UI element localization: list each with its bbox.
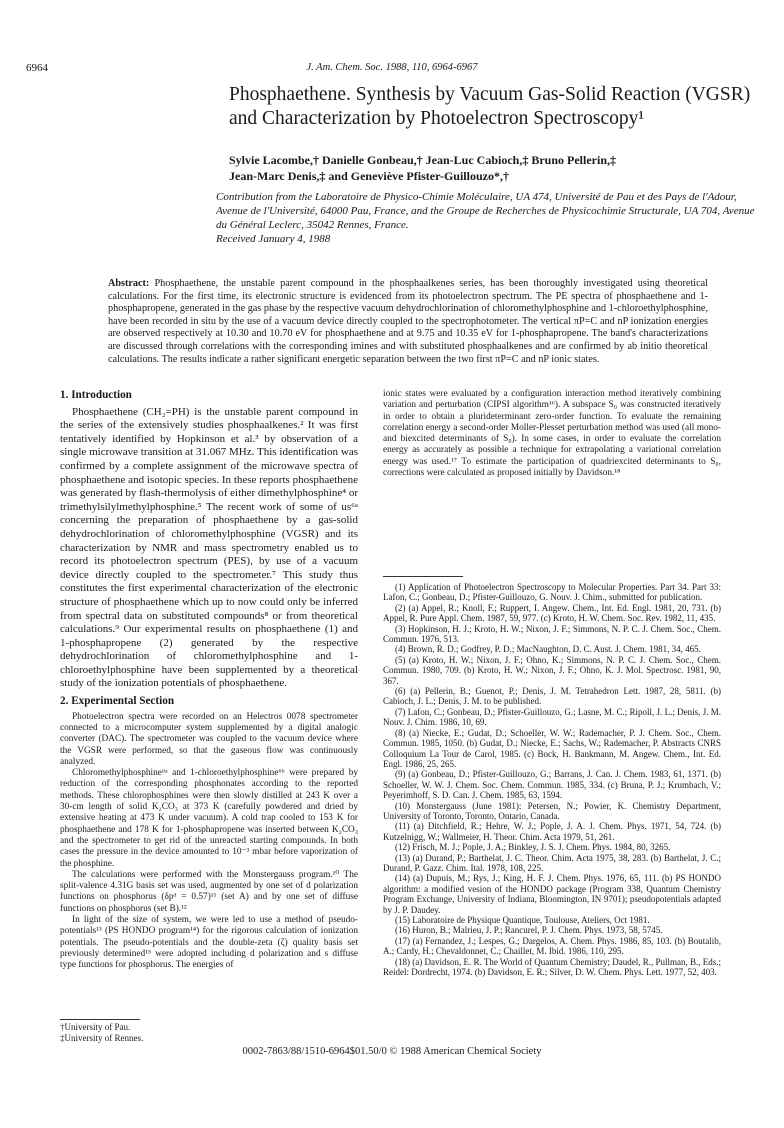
article-title: Phosphaethene. Synthesis by Vacuum Gas-Solid Reaction (VGSR) and Characterization by Photoelectron Spectroscopy¹ [229,84,751,129]
reference-item: (5) (a) Kroto, H. W.; Nixon, J. F.; Ohno, K.; Simmons, N. P. C. J. Chem. Soc., Chem. Commun. 1980, 709. (b) Kroto, H. W.; Nixon, J. F.; Ohno, K. J. Mol. Spectrosc. 1981, 90, 367. [383,654,721,686]
reference-item: (1) Application of Photoelectron Spectroscopy to Molecular Properties. Part 34. Part 33: Lafon, C.; Gonbeau, D.; Pfister-Guillouzo, G. Nouv. J. Chim., submitted for publication. [383,582,721,603]
introduction-heading: 1. Introduction [60,389,132,401]
journal-citation: J. Am. Chem. Soc. 1988, 110, 6964-6967 [306,62,478,73]
affiliation-text: Contribution from the Laboratoire de Physico-Chimie Moléculaire, UA 474, Université de Pau et des Pays de l'Adour, Avenue de l'Université, 64000 Pau, France, and the Groupe de Recherches de Physicochimie Structurale, UA 704, Avenue du Général Leclerc, 35042 Rennes, France. [216,191,755,231]
reference-list [383,582,721,977]
reference-item: (3) Hopkinson, H. J.; Kroto, H. W.; Nixon, J. F.; Simmons, N. P. C. J. Chem. Soc., Chem. Commun. 1976, 513. [383,623,721,645]
author-list [229,152,759,184]
reference-item: (7) Lafon, C.; Gonbeau, D.; Pfister-Guillouzo, G.; Lasne, M. C.; Ripoll, J. L.; Denis, J. M. Nouv. J. Chim. 1986, 10, 69. [383,706,721,728]
footnote-rennes: ‡University of Rennes. [60,1032,144,1043]
experimental-paragraph-4: In light of the size of system, we were led to use a method of pseudo-potentials¹³ (PS HONDO program¹⁴) for the rigorous calculation of ionization potentials. The pseudo-potentials and the double-zeta (ζ) quality basis set previously determined¹⁵ were adopted including d polarization and s diffuse type functions for phosphorus. The energies of [60,915,358,971]
page-number: 6964 [26,62,48,74]
affiliation [216,190,756,246]
references-divider [383,576,463,577]
left-column [60,389,358,971]
abstract-label: Abstract: [108,278,150,289]
received-date: Received January 4, 1988 [216,233,331,245]
copyright-line: 0002-7863/88/1510-6964$01.50/0 © 1988 American Chemical Society [242,1046,542,1057]
authors-line-1: Sylvie Lacombe,† Danielle Gonbeau,† Jean-Luc Cabioch,‡ Bruno Pellerin,‡ [229,153,617,167]
reference-item: (2) (a) Appel, R.; Knoll, F.; Ruppert, I. Angew. Chem., Int. Ed. Engl. 1981, 20, 731. (b) Appel, R. Pure Appl. Chem. 1987, 59, 977. (c) Kroto, H. W. Chem. Soc. Rev. 1982, 11, 435. [383,602,721,624]
reference-item: (9) (a) Gonbeau, D.; Pfister-Guillouzo, G.; Barrans, J. Can. J. Chem. 1983, 61, 1371. (b) Schoeller, W. W. J. Chem. Soc. Chem. Commun. 1985, 334. (c) Bruna, P. J.; Krumbach, V.; Peyerimhoff, S. D. Can. J. Chem. 1985, 63, 1594. [383,769,721,801]
footnote-divider [60,1019,140,1020]
introduction-paragraph: Phosphaethene (CH₂=PH) is the unstable parent compound in the series of the extensively studies phosphaalkenes.² It was first tentatively identified by Hopkinson et al.³ by observation of a single microwave transition at 31.067 MHz. This identification was confirmed by a complete assignment of the microwave spectra of phosphaethene and isotopic species. In these reports phosphaethene was generated by flash-thermolysis of either dimethylphosphine⁴ or trimethylsilylmethylphosphine.⁵ The recent work of some of us⁶ᵃ concerning the preparation of phosphaethene by a gas-solid dehydrochlorination of chloromethylphosphine (VGSR) and its characterization by NMR and mass spectrometry enabled us to record its photoelectron spectrum (PES), by use of a vacuum device directly coupled to the spectrometer.⁷ This study thus constitutes the first experimental characterization of the electronic structure of phosphaethene which up to now could only be inferred from spectral data on substituted compounds⁸ or from theoretical calculations.⁹ Our experimental results on phosphaethene (1) and 1-phosphapropene (2) generated by the respective dehydrochlorination of chloromethylphosphine and 1-chloroethylphosphine have been supplemented by a theoretical study of the ionization potentials of phosphaethene. [60,405,359,690]
reference-item: (11) (a) Ditchfield, R.; Hehre, W. J.; Pople, J. A. J. Chem. Phys. 1971, 54, 724. (b) Kutzelnigg, W.; Wallmeier, H. Theor. Chim. Acta 1979, 51, 261. [383,821,721,842]
experimental-paragraph-2: Chloromethylphosphine⁶ᵃ and 1-chloroethylphosphine⁶ᵇ were prepared by reduction of the corresponding phosphonates according to the reported methods. These chlorophosphines were then slowly distilled at 243 K over a 30-cm length of solid K₂CO₃ at 373 K (carefully powdered and dried by extensive heating at 473 K under vacuum). A cold trap cooled to 153 K for phosphaethene and 178 K for 1-phosphapropene was inserted between K₂CO₃ and the spectrometer to get rid of the unreacted starting compounds. In both cases the pressure in the device amounted to 10⁻³ mbar before vaporization of the phosphine. [60,768,358,869]
reference-item: (13) (a) Durand, P.; Barthelat, J. C. Theor. Chim. Acta 1975, 38, 283. (b) Barthelat, J. C.; Durand, P. Gazz. Chim. Ital. 1978, 108, 225. [383,852,721,873]
reference-item: (18) (a) Davidson, E. R. The World of Quantum Chemistry; Daudel, R., Pullman, B., Eds.; Reidel: Dordrecht, 1974. (b) Davidson, E. R.; Silver, D. W. Chem. Phys. Lett. 1977, 52, 403. [383,956,721,978]
experimental-heading: 2. Experimental Section [60,695,175,708]
footnotes [60,1022,358,1044]
abstract-text: Phosphaethene, the unstable parent compound in the phosphaalkenes series, has been thoroughly investigated using theoretical calculations. For the first time, its electronic structure is evidenced from its photoelectron spectrum. The PE spectra of phosphaethene and 1-phosphapropene, generated in the gas phase by the respective vacuum dehydrochlorination of chloromethylphosphine and 1-chloroethylphosphine, have been recorded in situ by the use of a vacuum device directly coupled to the spectrophotometer. The vertical πP=C and nP ionization energies are observed respectively at 10.30 and 10.70 eV for phosphaethene and at 9.75 and 10.35 eV for 1-phosphapropene. The band's characterizations are discussed through correlations with the corresponding imines and with substituted phosphaalkenes and are confirmed by ab initio theoretical calculations. The results indicate a rather significant energetic separation between the two first πP=C and nP ionic states. [108,278,708,365]
abstract [108,278,708,366]
reference-item: (15) Laboratoire de Physique Quantique, Toulouse, Ateliers, Oct 1981. [395,915,650,925]
reference-item: (17) (a) Fernandez, J.; Lespes, G.; Dargelos, A. Chem. Phys. 1986, 85, 103. (b) Boutalib, A.; Cardy, H.; Chevaldonnet, C.; Chaillet, M. Ibid. 1986, 110, 295. [383,935,721,957]
footnote-pau: †University of Pau. [60,1022,131,1032]
authors-line-2: Jean-Marc Denis,‡ and Geneviève Pfister-Guillouzo*,† [229,169,509,183]
experimental-paragraph-3: The calculations were performed with the Monstergauss program.¹⁰ The split-valence 4.31G basis set was used, augmented by one set of d polarization functions on phosphorus (δpᵈ = 0.57)¹¹ (set A) and by one set of diffuse functions on phosphorus (set B).¹² [60,869,358,914]
reference-item: (14) (a) Dupuis, M.; Rys, J.; King, H. F. J. Chem. Phys. 1976, 65, 111. (b) PS HONDO algorithm: a modified vesion of the HONDO package (Program 338, Quantum Chemistry Program Exchange, University of Indiana, Bloomington, IN 9701); pseudopotentials adapted by J. P. Daudey. [383,873,721,915]
reference-item: (6) (a) Pellerin, B.; Guenot, P.; Denis, J. M. Tetrahedron Lett. 1987, 28, 5811. (b) Cabioch, J. L.; Denis, J. M. to be published. [383,686,721,707]
reference-item: (10) Monstergauss (June 1981): Petersen, N.; Powier, K. Chemistry Department, University of Toronto, Toronto, Ontario, Canada. [383,800,721,821]
reference-item: (8) (a) Niecke, E.; Gudat, D.; Schoeller, W. W.; Rademacher, P. J. Chem. Soc., Chem. Commun. 1985, 1050. (b) Gudat, D.; Niecke, E.; Sachs, W.; Rademacher, P. Abstracts CNRS Colloquium La Tour de Carol, 1985. (c) Bock, H. Bankmann, M. Angew. Chem., Int. Ed. Engl. 1986, 25, 265. [383,727,721,769]
reference-item: (12) Frisch, M. J.; Pople, J. A.; Binkley, J. S. J. Chem. Phys. 1984, 80, 3265. [395,842,671,853]
reference-item: (4) Brown, R. D.; Godfrey, P. D.; MacNaughton, D. C. Aust. J. Chem. 1981, 34, 465. [395,644,701,655]
reference-item: (16) Huron, B.; Malrieu, J. P.; Rancurel, P. J. Chem. Phys. 1973, 58, 5745. [395,925,663,936]
right-column-text: ionic states were evaluated by a configuration interaction method iteratively combining variation and perturbation (CIPSI algorithm¹⁶). A subspace S₀ was constructed iteratively in order to obtain a plurideterminant zero-order function. To evaluate the remaining correlation energy a second-order Moller-Plesset perturbation method was used (all mono- and biexcited determinants of S₀). In some cases, in order to evaluate the correlation energy as accurately as possible a technique for extrapolating a variational correlation energy was used.¹⁷ To estimate the participation of quadriexcited determinants to S₀, corrections were calculated as proposed initially by Davidson.¹⁸ [383,389,721,479]
experimental-paragraph-1: Photoelectron spectra were recorded on an Helectros 0078 spectrometer connected to a microcomputer system supplemented by a digital analogic converter (DAC). The spectrometer was coupled to the vacuum device where the VGSR were performed, so that the gaseous flow was continuously analyzed. [60,711,358,767]
